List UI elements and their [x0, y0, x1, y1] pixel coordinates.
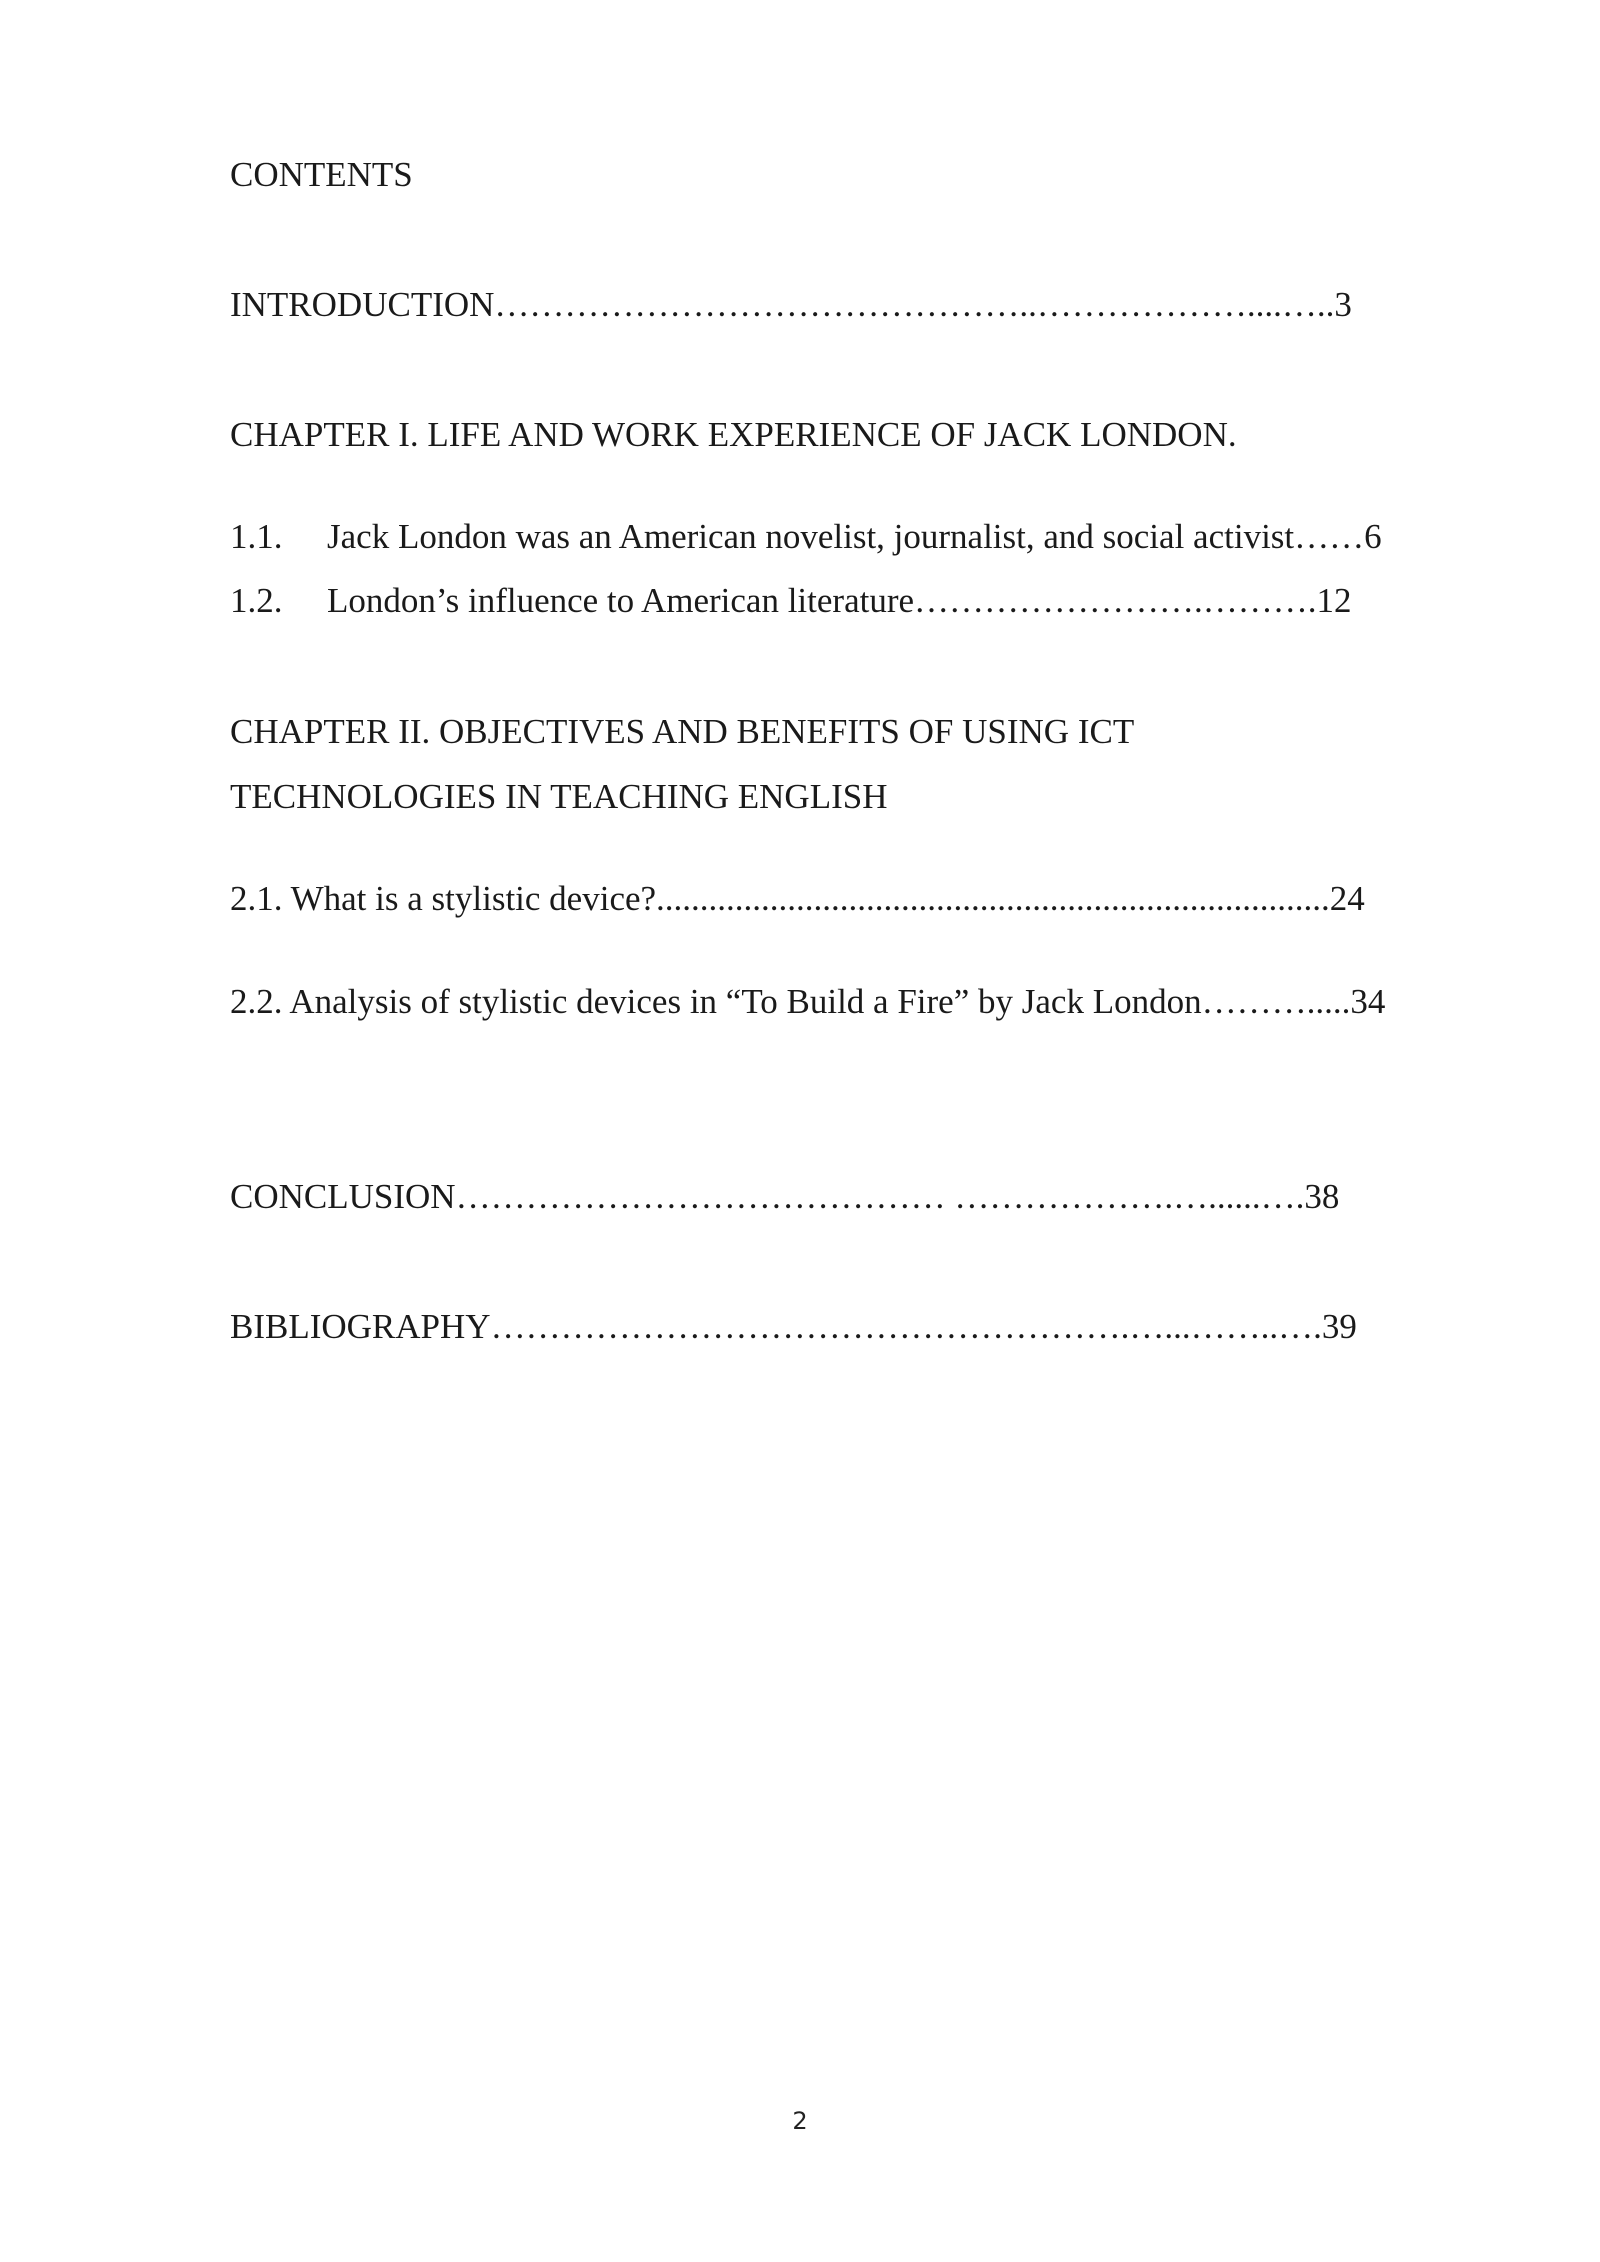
toc-entry-1-1	[230, 515, 1382, 559]
toc-entry-1-2	[230, 579, 1352, 623]
toc-entry-text: London’s influence to American literature…………………….……….12	[327, 581, 1352, 620]
toc-entry-number: 1.1.	[230, 517, 283, 556]
toc-entry-text: Jack London was an American novelist, journalist, and social activist……6	[327, 517, 1382, 556]
toc-chapter-2-title-line-2: TECHNOLOGIES IN TEACHING ENGLISH	[230, 777, 888, 816]
toc-entry-2-1: 2.1. What is a stylistic device?.............................................................................24	[230, 879, 1365, 918]
toc-chapter-1-title: CHAPTER I. LIFE AND WORK EXPERIENCE OF JACK LONDON.	[230, 415, 1237, 454]
toc-entry-conclusion: CONCLUSION…………………………………… ……………….…......….38	[230, 1177, 1340, 1216]
page-number: 2	[792, 2107, 808, 2135]
toc-chapter-2-title-line-1: CHAPTER II. OBJECTIVES AND BENEFITS OF USING ICT	[230, 712, 1135, 751]
contents-heading: CONTENTS	[230, 155, 413, 194]
toc-entry-bibliography: BIBLIOGRAPHY……………………………………………….…...……..….39	[230, 1307, 1357, 1346]
toc-entry-introduction: INTRODUCTION………………………………………..………………....…..3	[230, 285, 1352, 324]
toc-entry-number: 1.2.	[230, 581, 283, 620]
toc-entry-2-2: 2.2. Analysis of stylistic devices in “To Build a Fire” by Jack London……….....34	[230, 982, 1386, 1021]
